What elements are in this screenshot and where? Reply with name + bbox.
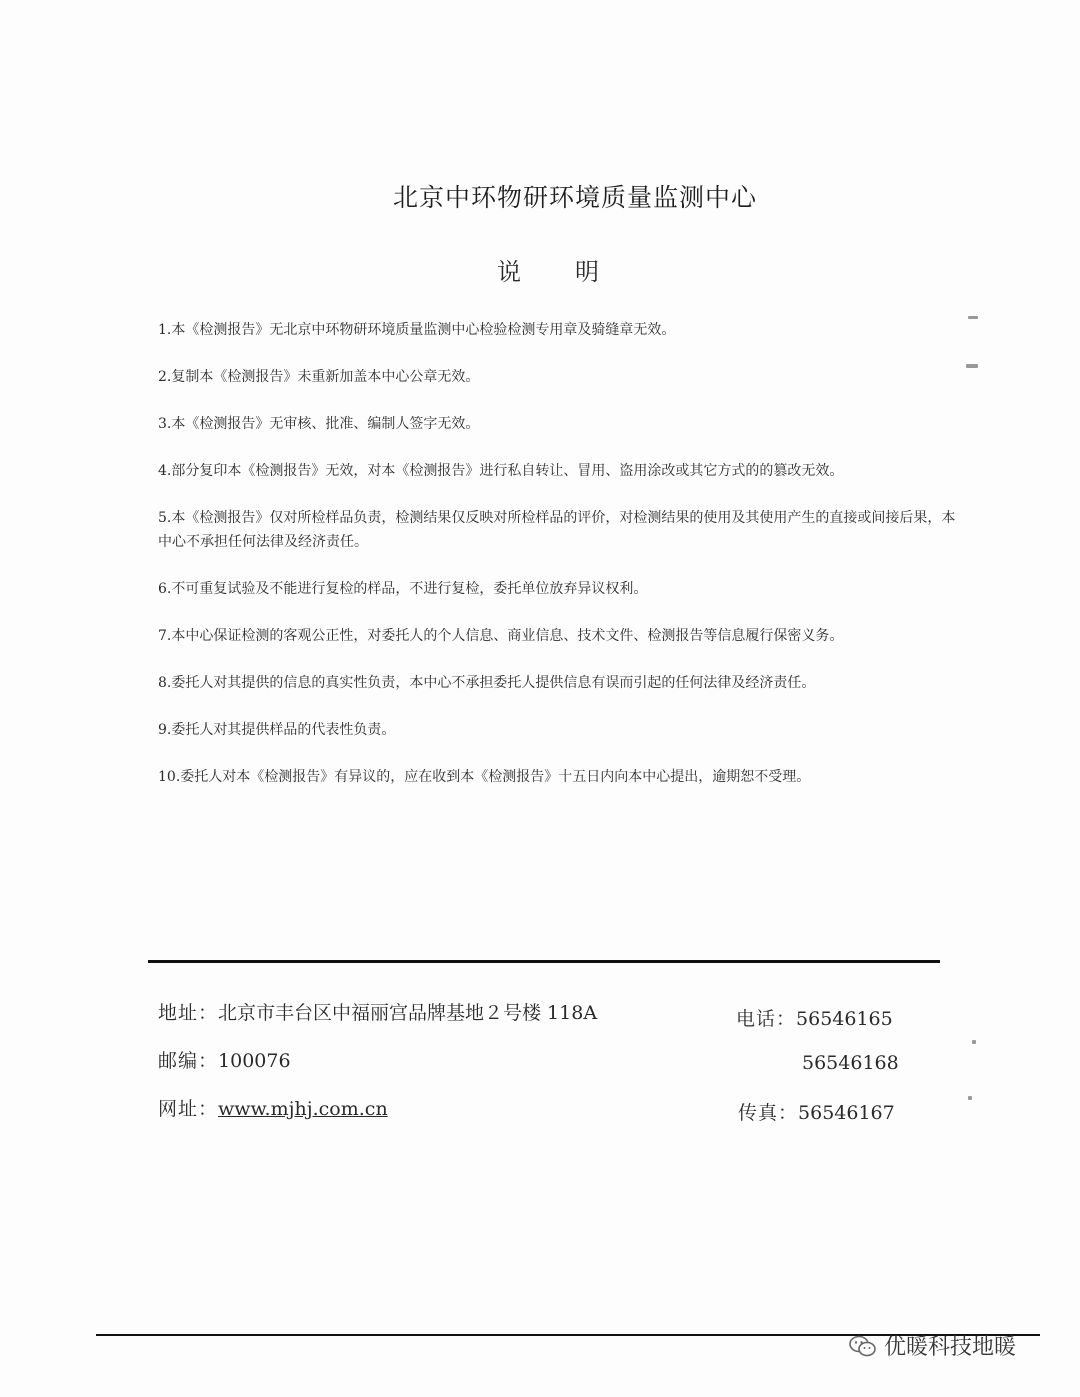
note-item: 2.复制本《检测报告》未重新加盖本中心公章无效。 <box>158 369 480 385</box>
document-title: 北京中环物研环境质量监测中心 <box>392 183 757 212</box>
phone-value-1: 56546165 <box>796 1008 893 1030</box>
notes-list <box>158 318 958 812</box>
address-line <box>158 998 597 1025</box>
fax-value: 56546167 <box>798 1102 895 1124</box>
scan-speck <box>972 1040 976 1044</box>
website-label: 网址： <box>158 1098 219 1120</box>
watermark-text: 优暖科技地暖 <box>884 1335 1017 1360</box>
watermark <box>848 1330 1016 1361</box>
fax-line <box>738 1098 895 1125</box>
postcode-value: 100076 <box>218 1050 291 1072</box>
phone-line <box>736 1004 893 1031</box>
note-item: 7.本中心保证检测的客观公正性，对委托人的个人信息、商业信息、技术文件、检测报告等信息履行保密义务。 <box>158 628 844 644</box>
note-item: 6.不可重复试验及不能进行复检的样品，不进行复检，委托单位放弃异议权利。 <box>158 581 648 597</box>
note-item: 5.本《检测报告》仅对所检样品负责，检测结果仅反映对所检样品的评价，对检测结果的使用及其使用产生的直接或间接后果，本中心不承担任何法律及经济责任。 <box>158 510 956 550</box>
website-link[interactable]: www.mjhj.com.cn <box>218 1098 388 1120</box>
note-item: 4.部分复印本《检测报告》无效，对本《检测报告》进行私自转让、冒用、盗用涂改或其它方式的的篡改无效。 <box>158 463 844 479</box>
scan-speck <box>966 364 978 368</box>
document-subtitle: 说明 <box>497 258 653 286</box>
footer-divider-top <box>148 960 940 963</box>
phone-line-2 <box>802 1052 899 1074</box>
note-item: 9.委托人对其提供样品的代表性负责。 <box>158 722 396 738</box>
wechat-icon <box>848 1334 878 1358</box>
postcode-label: 邮编： <box>158 1050 219 1072</box>
note-item: 3.本《检测报告》无审核、批准、编制人签字无效。 <box>158 416 480 432</box>
phone-label: 电话： <box>736 1008 797 1030</box>
address-value: 北京市丰台区中福丽宫品牌基地２号楼 118A <box>218 1002 598 1024</box>
note-item: 8.委托人对其提供的信息的真实性负责，本中心不承担委托人提供信息有误而引起的任何法律及经济责任。 <box>158 675 816 691</box>
phone-value-2: 56546168 <box>802 1052 899 1074</box>
scan-speck <box>968 1096 972 1100</box>
address-label: 地址： <box>158 1002 219 1024</box>
website-line <box>158 1094 388 1121</box>
fax-label: 传真： <box>738 1102 799 1124</box>
note-item: 1.本《检测报告》无北京中环物研环境质量监测中心检验检测专用章及骑缝章无效。 <box>158 322 676 338</box>
postcode-line <box>158 1046 291 1073</box>
scan-speck <box>968 316 978 319</box>
note-item: 10.委托人对本《检测报告》有异议的，应在收到本《检测报告》十五日内向本中心提出，逾期恕不受理。 <box>158 769 811 785</box>
